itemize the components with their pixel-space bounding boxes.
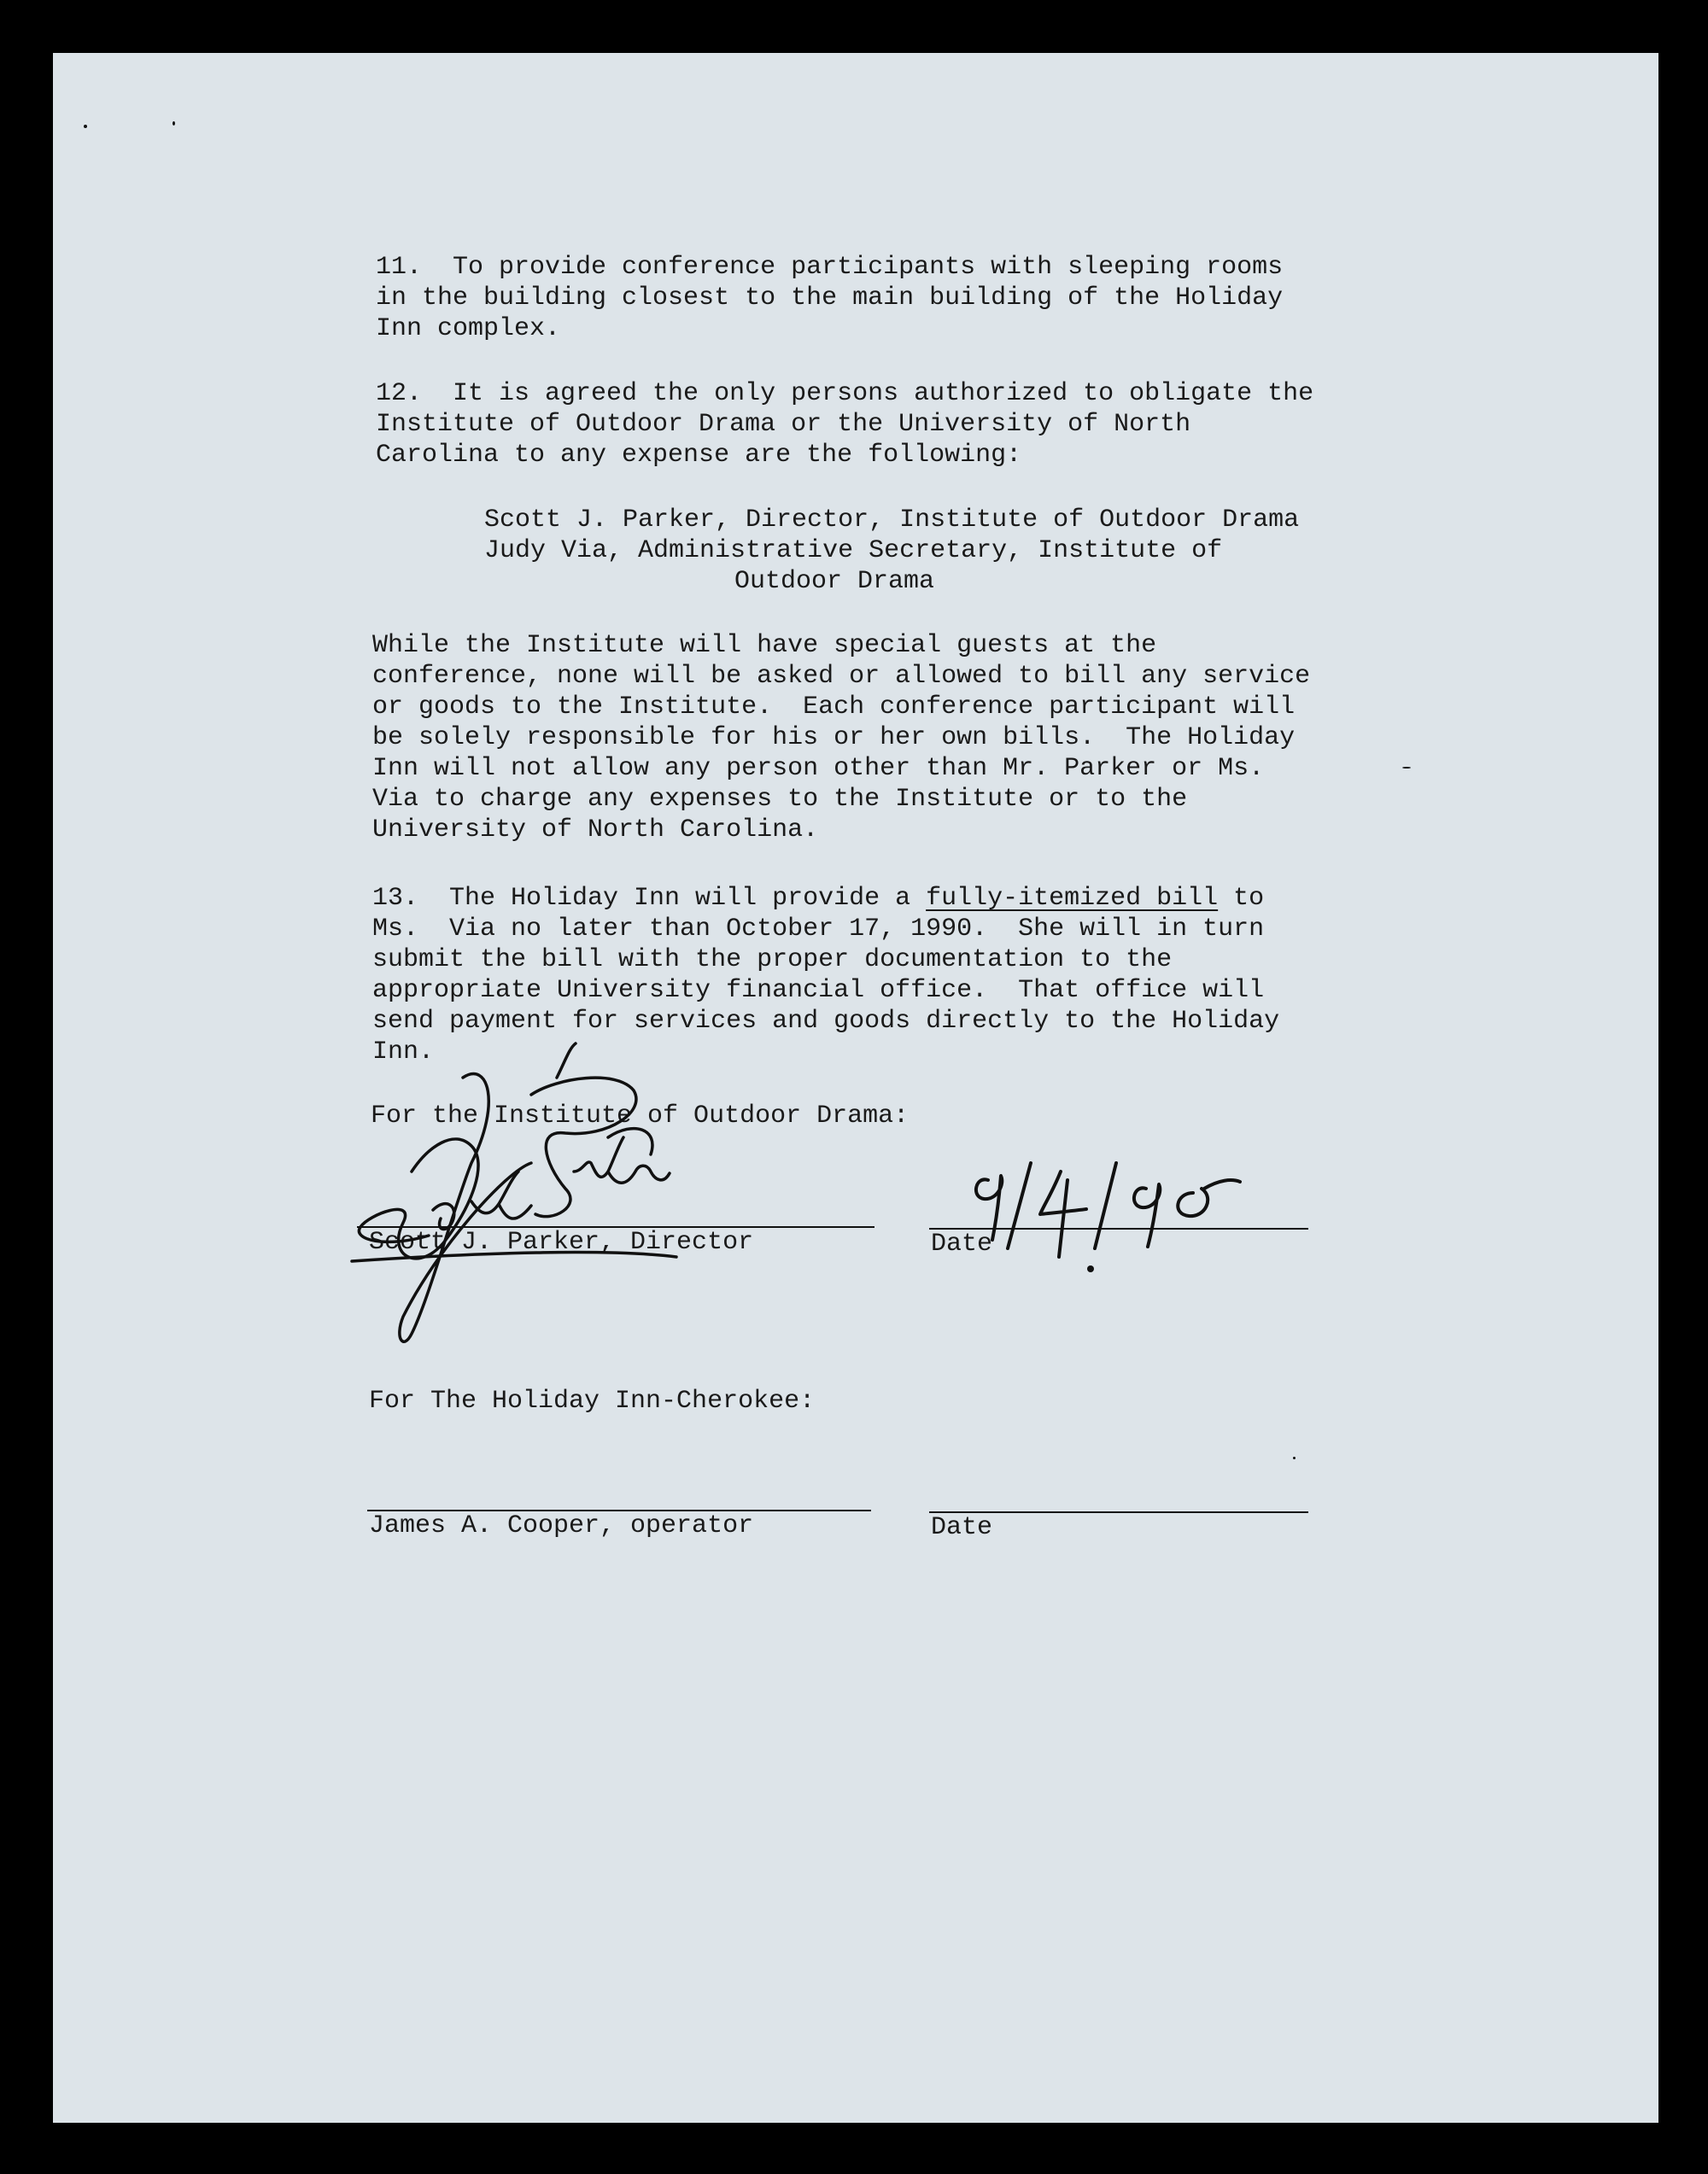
paragraph-line: or goods to the Institute. Each conference participant will — [372, 693, 1296, 722]
institute-date-label: Date — [931, 1230, 993, 1259]
authorized-person: Outdoor Drama — [734, 567, 935, 596]
item-11-line: 11. To provide conference participants with sleeping rooms — [376, 253, 1284, 282]
handwritten-signature — [352, 1043, 881, 1385]
item-13-line-1 — [372, 884, 1264, 913]
item-11-line: in the building closest to the main building of the Holiday — [376, 283, 1284, 313]
item-13-line: appropriate University financial office. That office will — [372, 976, 1265, 1005]
holiday-inn-heading: For The Holiday Inn-Cherokee: — [369, 1387, 816, 1416]
item-12-line: Carolina to any expense are the following: — [376, 441, 1022, 470]
item-11-line: Inn complex. — [376, 314, 561, 343]
paragraph-line: Via to charge any expenses to the Institute or to the — [372, 785, 1188, 814]
holiday-inn-signer-label: James A. Cooper, operator — [369, 1511, 754, 1540]
paper-speck — [1402, 767, 1411, 768]
paper-speck — [84, 125, 87, 128]
item-13-prefix: 13. The Holiday Inn will provide a — [372, 884, 927, 913]
paragraph-line: Inn will not allow any person other than Mr. Parker or Ms. — [372, 754, 1265, 783]
item-13-line: Ms. Via no later than October 17, 1990. She will in turn — [372, 915, 1265, 944]
billing-paragraph — [372, 631, 1311, 892]
item-12-line: Institute of Outdoor Drama or the University of North — [376, 410, 1191, 439]
document-page — [53, 53, 1658, 2123]
handwritten-date — [958, 1146, 1266, 1300]
authorized-person: Judy Via, Administrative Secretary, Institute of — [484, 536, 1223, 565]
item-13-suffix: to — [1218, 884, 1265, 913]
paper-speck — [1293, 1457, 1296, 1459]
paragraph-line: conference, none will be asked or allowed to bill any service — [372, 662, 1311, 691]
itemized-bill-emphasis: fully-itemized bill — [926, 884, 1219, 913]
paragraph-line: be solely responsible for his or her own bills. The Holiday — [372, 723, 1296, 752]
item-12-line: 12. It is agreed the only persons authorized to obligate the — [376, 379, 1314, 408]
institute-heading: For the Institute of Outdoor Drama: — [371, 1102, 910, 1131]
item-13-line: send payment for services and goods directly to the Holiday — [372, 1007, 1280, 1036]
paper-speck — [173, 121, 175, 126]
authorized-person: Scott J. Parker, Director, Institute of Outdoor Drama — [484, 506, 1300, 535]
holiday-inn-date-label: Date — [931, 1513, 993, 1542]
item-13-line: Inn. — [372, 1037, 435, 1067]
institute-signer-label: Scott J. Parker, Director — [369, 1228, 754, 1257]
paragraph-line: While the Institute will have special guests at the — [372, 631, 1157, 660]
item-13-line: submit the bill with the proper documentation to the — [372, 945, 1173, 974]
paragraph-line: University of North Carolina. — [372, 815, 819, 844]
